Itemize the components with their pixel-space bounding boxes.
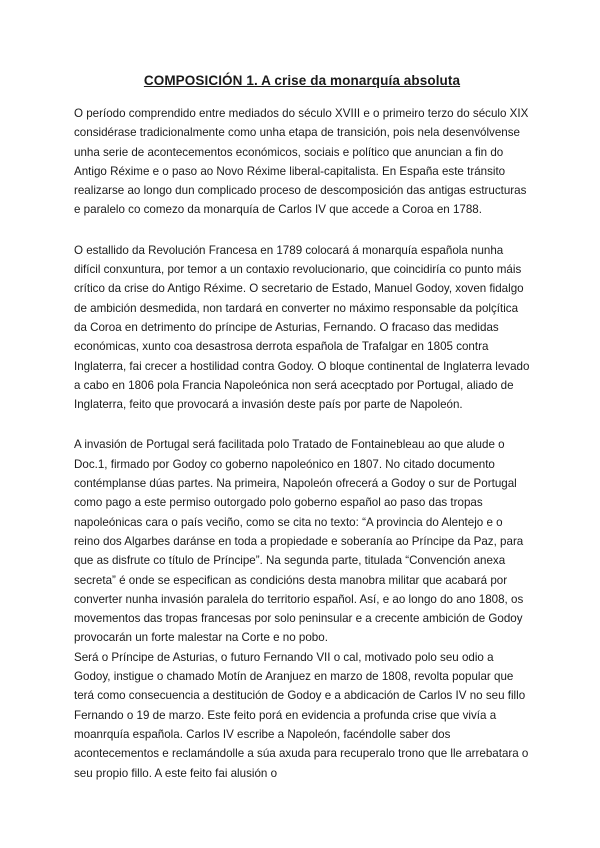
document-title: COMPOSICIÓN 1. A crise da monarquía absoluta xyxy=(143,73,461,88)
document-page xyxy=(74,72,530,783)
paragraph-revolution: O estallido da Revolución Francesa en 1789 colocará á monarquía española nunha difícil conxuntura, por temor a un contaxio revolucionario, que coincidiría co punto máis crítico da crise do Antigo Réxime. O secretario de Estado, Manuel Godoy, xoven fidalgo de ambición desmedida, non tardará en converter no máximo responsable da polçítica da Coroa en detrimento do príncipe de Asturias, Fernando. O fracaso das medidas económicas, xunto coa desastrosa derrota española de Trafalgar en 1805 contra Inglaterra, fai crecer a hostilidad contra Godoy. O bloque continental de Inglaterra levado a cabo en 1806 pola Francia Napoleónica non será acecptado por Portugal, aliado de Inglaterra, feito que provocará a invasión deste país por parte de Napoleón. xyxy=(74,243,530,412)
paragraph-aranjuez: Será o Príncipe de Asturias, o futuro Fernando VII o cal, motivado polo seu odio a Godoy, instigue o chamado Motín de Aranjuez en marzo de 1808, revolta popular que terá como consecuencia a destitución de Godoy e a abdicación de Carlos IV no seu fillo Fernando o 19 de marzo. Este feito porá en evidencia a profunda crise que vivía a moanrquía española. Carlos IV escribe a Napoleón, facéndolle saber dos acontecementos e reclamándolle a súa axuda para recuperalo trono que lle arrebatara o seu propio fillo. A este feito fai alusión o xyxy=(74,650,529,780)
paragraph-spacer xyxy=(74,220,530,241)
paragraph-portugal-invasion: A invasión de Portugal será facilitada polo Tratado de Fontainebleau ao que alude o Doc.1, firmado por Godoy co goberno napoleónico en 1807. No citado documento contémplanse dúas partes. Na primeira, Napoleón ofrecerá a Godoy o sur de Portugal como pago a este permiso outorgado polo goberno español ao paso das tropas napoleónicas cara o país veciño, como se cita no texto: “A provincia do Alentejo e o reino dos Algarbes daránse en toda a propiedade e soberanía ao Príncipe da Paz, para que as disfrute co título de Príncipe”. Na segunda parte, titulada “Convención anexa secreta” é onde se especifican as condicións desta manobra militar que acabará por converter nunha invasión paralela do territorio español. Así, e ao longo do ano 1808, os movementos das tropas francesas por solo peninsular e a crecente ambición de Godoy provocarán un forte malestar na Corte e no pobo. xyxy=(74,438,524,645)
paragraph-spacer xyxy=(74,414,530,435)
paragraph-intro: O período comprendido entre mediados do século XVIII e o primeiro terzo do século XIX considérase tradicionalmente como unha etapa de transición, pois nela desenvólvense unha serie de acontecementos económicos, sociais e político que anuncian a fin do Antigo Réxime e o paso ao Novo Réxime liberal-capitalista. En España este tránsito realizarse ao longo dun complicado proceso de descomposición das antigas estructuras e paralelo co comezo da monarquía de Carlos IV que accede a Coroa en 1788. xyxy=(74,107,529,217)
